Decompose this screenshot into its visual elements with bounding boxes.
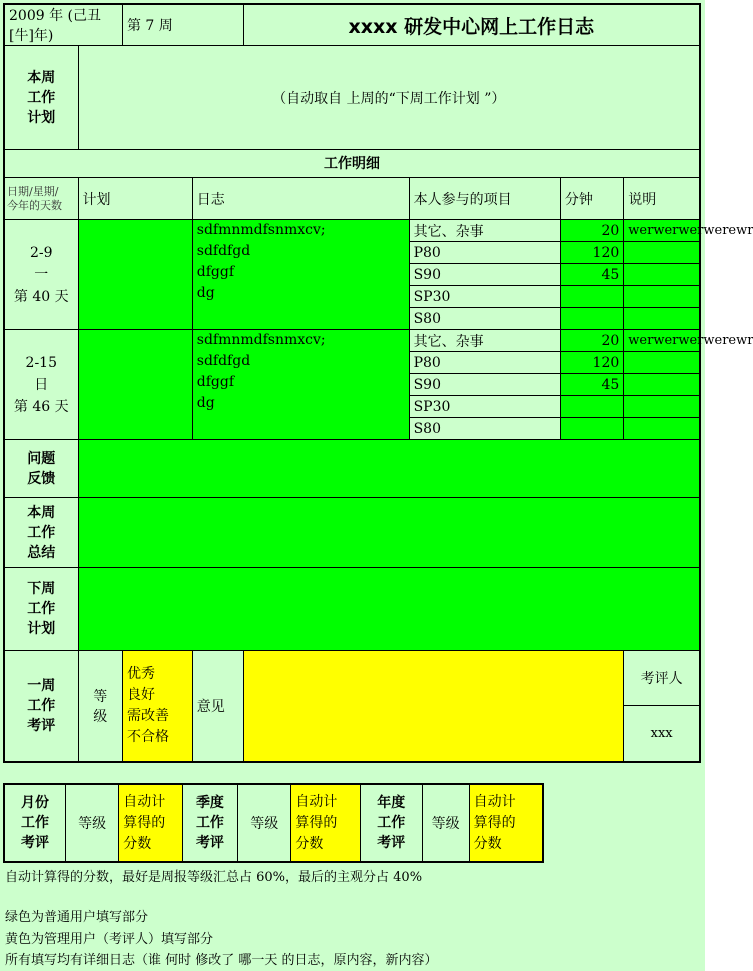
project-cell: S80 xyxy=(409,418,560,440)
grade-label: 等级 xyxy=(78,651,122,762)
day-cell xyxy=(4,330,78,440)
col-project-header: 本人参与的项目 xyxy=(409,178,560,220)
plan-input[interactable] xyxy=(78,330,192,440)
project-cell: P80 xyxy=(409,352,560,374)
quarter-review-label: 季度 工作 考评 xyxy=(182,784,237,862)
day-of-year: 第 40 天 xyxy=(13,288,69,305)
month-score: 自动计 算得的 分数 xyxy=(119,784,183,862)
yellow-note: 黄色为管理用户（考评人）填写部分 xyxy=(5,932,214,947)
summary-label: 本周 工作 总结 xyxy=(4,498,78,568)
col-minutes-header: 分钟 xyxy=(560,178,623,220)
minutes-input[interactable]: 20 xyxy=(560,220,623,242)
log-input[interactable] xyxy=(192,220,409,330)
week-cell: 第 7 周 xyxy=(122,4,243,46)
period-review-table xyxy=(3,783,544,863)
log-line: dg xyxy=(196,395,215,411)
day-weekday: 日 xyxy=(34,376,49,393)
next-plan-label: 下周 工作 计划 xyxy=(4,568,78,651)
project-cell: SP30 xyxy=(409,286,560,308)
day-date: 2-9 xyxy=(29,244,53,261)
minutes-input[interactable] xyxy=(560,418,623,440)
work-log-table xyxy=(3,3,753,763)
minutes-input[interactable]: 20 xyxy=(560,330,623,352)
page-title: xxxx 研发中心网上工作日志 xyxy=(243,4,700,46)
feedback-input[interactable] xyxy=(78,440,700,498)
week-plan-content: （自动取自 上周的“下周工作计划 ”） xyxy=(78,46,700,150)
project-cell: S90 xyxy=(409,374,560,396)
col-note-header: 说明 xyxy=(624,178,700,220)
note-input[interactable] xyxy=(624,242,700,264)
col-date-header: 日期/星期/ 今年的天数 xyxy=(4,178,78,220)
log-line: sdfmnmdfsnmxcv; xyxy=(196,332,326,348)
project-cell: S90 xyxy=(409,264,560,286)
minutes-input[interactable]: 45 xyxy=(560,264,623,286)
year-review-label: 年度 工作 考评 xyxy=(361,784,422,862)
log-line: dfggf xyxy=(196,264,235,280)
plan-input[interactable] xyxy=(78,220,192,330)
note-input[interactable] xyxy=(624,264,700,286)
day-cell xyxy=(4,220,78,330)
year-grade-label: 等级 xyxy=(422,784,469,862)
log-note: 所有填写均有详细日志（谁 何时 修改了 哪一天 的日志，原内容，新内容） xyxy=(5,953,438,968)
weekly-review-label: 一周 工作 考评 xyxy=(4,651,78,762)
log-line: sdfdfgd xyxy=(196,243,251,259)
note-input[interactable] xyxy=(624,286,700,308)
log-line: dfggf xyxy=(196,374,235,390)
month-grade-label: 等级 xyxy=(65,784,118,862)
minutes-input[interactable]: 45 xyxy=(560,374,623,396)
project-cell: S80 xyxy=(409,308,560,330)
reviewer-label: 考评人 xyxy=(624,651,700,706)
minutes-input[interactable] xyxy=(560,286,623,308)
grade-select[interactable]: 优秀 良好 需改善 不合格 xyxy=(122,651,192,762)
log-line: sdfmnmdfsnmxcv; xyxy=(196,222,326,238)
detail-section-title: 工作明细 xyxy=(4,150,700,178)
col-log-header: 日志 xyxy=(192,178,409,220)
quarter-score: 自动计 算得的 分数 xyxy=(291,784,361,862)
opinion-label: 意见 xyxy=(192,651,243,762)
year-score: 自动计 算得的 分数 xyxy=(469,784,543,862)
project-cell: SP30 xyxy=(409,396,560,418)
minutes-input[interactable] xyxy=(560,396,623,418)
project-cell: P80 xyxy=(409,242,560,264)
note-input[interactable]: werwerwerwerewr xyxy=(624,330,700,352)
note-input[interactable] xyxy=(624,374,700,396)
day-of-year: 第 46 天 xyxy=(13,398,69,415)
day-weekday: 一 xyxy=(34,266,49,283)
opinion-input[interactable] xyxy=(243,651,624,762)
minutes-input[interactable] xyxy=(560,308,623,330)
quarter-grade-label: 等级 xyxy=(238,784,291,862)
week-plan-label: 本周 工作 计划 xyxy=(4,46,78,150)
log-line: dg xyxy=(196,285,215,301)
summary-input[interactable] xyxy=(78,498,700,568)
minutes-input[interactable]: 120 xyxy=(560,242,623,264)
note-input[interactable] xyxy=(624,418,700,440)
log-input[interactable] xyxy=(192,330,409,440)
project-cell: 其它、杂事 xyxy=(409,330,560,352)
scoring-note: 自动计算得的分数，最好是周报等级汇总占 60%，最后的主观分占 40% xyxy=(5,870,423,885)
note-input[interactable] xyxy=(624,308,700,330)
note-input[interactable] xyxy=(624,352,700,374)
project-cell: 其它、杂事 xyxy=(409,220,560,242)
green-note: 绿色为普通用户填写部分 xyxy=(5,910,149,925)
minutes-input[interactable]: 120 xyxy=(560,352,623,374)
next-plan-input[interactable] xyxy=(78,568,700,651)
reviewer-value: xxx xyxy=(624,706,700,762)
year-cell: 2009 年 (己丑[牛]年) xyxy=(4,4,122,46)
note-input[interactable] xyxy=(624,396,700,418)
note-input[interactable]: werwerwerwerewr xyxy=(624,220,700,242)
log-line: sdfdfgd xyxy=(196,353,251,369)
feedback-label: 问题 反馈 xyxy=(4,440,78,498)
col-plan-header: 计划 xyxy=(78,178,192,220)
month-review-label: 月份 工作 考评 xyxy=(4,784,65,862)
day-date: 2-15 xyxy=(25,354,57,371)
